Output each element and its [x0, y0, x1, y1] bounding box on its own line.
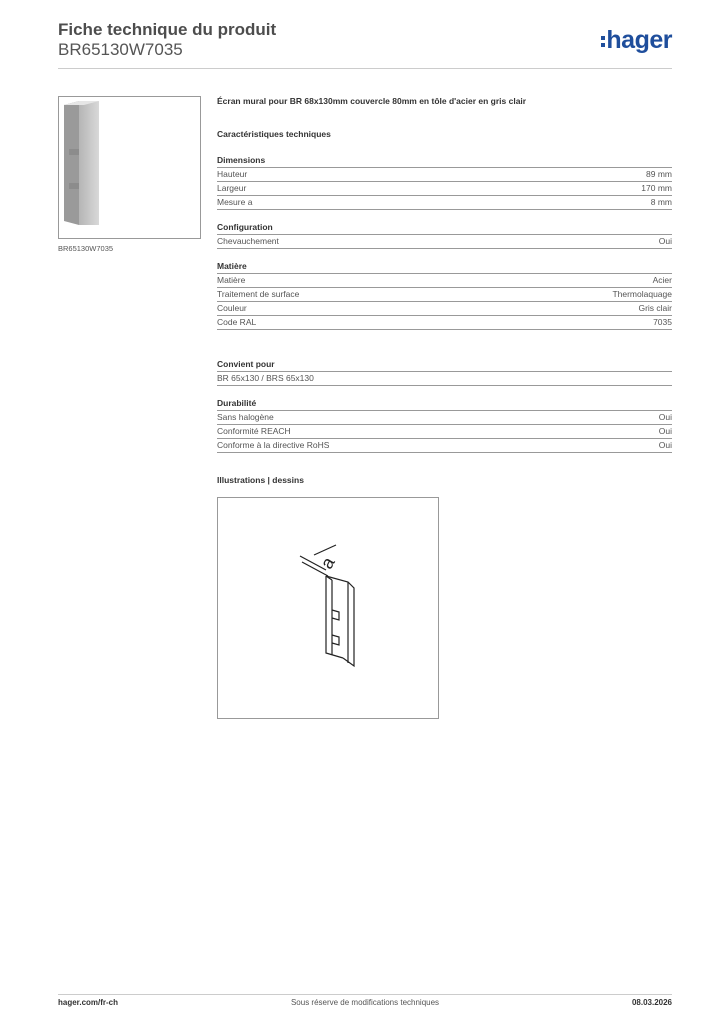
- spec-label: Code RAL: [217, 317, 257, 327]
- logo-dots-icon: [601, 33, 605, 50]
- section-title: Durabilité: [217, 397, 672, 411]
- footer-divider: [58, 994, 672, 995]
- page-header: [58, 20, 672, 68]
- characteristics-heading: Caractéristiques techniques: [217, 129, 331, 139]
- spec-row: [217, 288, 672, 302]
- spec-value: Oui: [658, 236, 672, 246]
- spec-label: Traitement de surface: [217, 289, 300, 299]
- spec-label: Mesure a: [217, 197, 253, 207]
- spec-row: [217, 274, 672, 288]
- profile-drawing-icon: [218, 498, 438, 718]
- section-title: Matière: [217, 260, 672, 274]
- spec-label: Matière: [217, 275, 246, 285]
- spec-value: Oui: [658, 440, 672, 450]
- illustrations-heading: Illustrations | dessins: [217, 475, 304, 485]
- spec-value: 8 mm: [650, 197, 672, 207]
- spec-value: 89 mm: [646, 169, 672, 179]
- product-photo-icon: [59, 97, 200, 238]
- spec-row: [217, 168, 672, 182]
- spec-value: Thermolaquage: [612, 289, 672, 299]
- spec-value: Oui: [658, 412, 672, 422]
- spec-label: Conformité REACH: [217, 426, 291, 436]
- footer-date: 08.03.2026: [631, 998, 672, 1007]
- spec-row: [217, 439, 672, 453]
- spec-label: Largeur: [217, 183, 247, 193]
- spec-value: Gris clair: [638, 303, 672, 313]
- spec-value: 170 mm: [641, 183, 672, 193]
- specifications-panel: [217, 96, 672, 487]
- section-convient: [217, 358, 672, 386]
- spec-row: [217, 372, 672, 386]
- spec-row: [217, 235, 672, 249]
- product-image: [58, 96, 201, 239]
- hager-logo: [601, 26, 672, 55]
- spec-row: [217, 196, 672, 210]
- spec-label: Conforme à la directive RoHS: [217, 440, 330, 450]
- header-divider: [58, 68, 672, 69]
- section-matiere: [217, 260, 672, 330]
- spec-value: Acier: [652, 275, 672, 285]
- spec-label: Chevauchement: [217, 236, 279, 246]
- section-title: Dimensions: [217, 154, 672, 168]
- spec-value: 7035: [653, 317, 672, 327]
- section-durabilite: [217, 397, 672, 453]
- section-configuration: [217, 221, 672, 249]
- spec-row: [217, 316, 672, 330]
- logo-text: hager: [606, 26, 672, 54]
- spec-label: Couleur: [217, 303, 247, 313]
- footer-website-link[interactable]: hager.com/fr-ch: [58, 998, 119, 1007]
- product-description: Écran mural pour BR 68x130mm couvercle 80mm en tôle d'acier en gris clair: [217, 96, 527, 106]
- spec-row: [217, 182, 672, 196]
- image-caption: BR65130W7035: [58, 244, 114, 253]
- section-title: Convient pour: [217, 358, 672, 372]
- product-reference: BR65130W7035: [58, 40, 183, 59]
- technical-drawing: [217, 497, 439, 719]
- section-dimensions: [217, 154, 672, 210]
- spec-label: Sans halogène: [217, 412, 274, 422]
- spec-value: Oui: [658, 426, 672, 436]
- spec-row: [217, 302, 672, 316]
- document-title: Fiche technique du produit: [58, 20, 277, 39]
- spec-row: [217, 411, 672, 425]
- spec-label: BR 65x130 / BRS 65x130: [217, 373, 314, 383]
- dimension-label: a: [316, 553, 339, 573]
- spec-label: Hauteur: [217, 169, 248, 179]
- spec-row: [217, 425, 672, 439]
- section-title: Configuration: [217, 221, 672, 235]
- footer-notice: Sous réserve de modifications techniques: [290, 998, 440, 1007]
